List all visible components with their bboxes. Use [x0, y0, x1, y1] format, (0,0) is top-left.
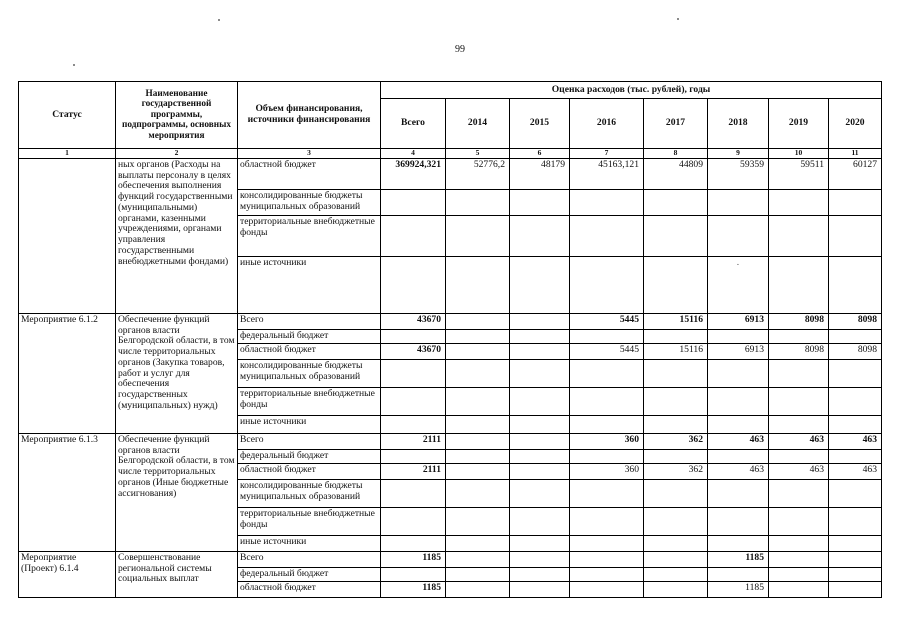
value-cell: 6913 — [708, 344, 769, 360]
value-cell: 1185 — [708, 552, 769, 568]
value-cell — [510, 582, 570, 598]
source-label: территориальные внебюджетные фонды — [238, 388, 381, 416]
column-number-row — [19, 149, 882, 159]
value-cell: 52776,2 — [446, 159, 510, 190]
source-label: областной бюджет — [238, 344, 381, 360]
source-label: консолидированные бюджеты муниципальных образований — [238, 480, 381, 508]
value-cell: 362 — [644, 464, 708, 480]
scan-speck — [218, 19, 220, 21]
value-cell: 1185 — [381, 582, 446, 598]
status-cell — [19, 159, 116, 314]
header-year: 2017 — [644, 99, 708, 149]
header-year: 2015 — [510, 99, 570, 149]
value-cell: 15116 — [644, 314, 708, 330]
value-cell — [829, 582, 882, 598]
value-cell — [510, 344, 570, 360]
budget-table — [18, 81, 882, 598]
source-label: Всего — [238, 314, 381, 330]
header-source: Объем финансирования, источники финансирования — [238, 82, 381, 149]
value-cell — [446, 434, 510, 450]
source-label: иные источники — [238, 536, 381, 552]
col-number: 4 — [381, 149, 446, 159]
value-cell: 48179 — [510, 159, 570, 190]
value-cell: 15116 — [644, 344, 708, 360]
value-cell: 463 — [829, 434, 882, 450]
value-cell — [446, 464, 510, 480]
scan-speck — [73, 64, 75, 66]
value-cell — [446, 314, 510, 330]
value-cell: 6913 — [708, 314, 769, 330]
value-cell: 463 — [769, 434, 829, 450]
value-cell — [829, 552, 882, 568]
col-number: 6 — [510, 149, 570, 159]
value-cell — [510, 434, 570, 450]
dot-mark: . — [708, 257, 769, 314]
value-cell: 369924,321 — [381, 159, 446, 190]
col-number: 2 — [116, 149, 238, 159]
value-cell — [510, 552, 570, 568]
col-number: 9 — [708, 149, 769, 159]
value-cell: 8098 — [829, 314, 882, 330]
table-row — [19, 159, 882, 190]
col-number: 1 — [19, 149, 116, 159]
header-estimate: Оценка расходов (тыс. рублей), годы — [381, 82, 882, 99]
value-cell: 45163,121 — [570, 159, 644, 190]
header-year: 2016 — [570, 99, 644, 149]
value-cell: 360 — [570, 464, 644, 480]
value-cell: 43670 — [381, 344, 446, 360]
source-label: иные источники — [238, 257, 381, 314]
header-year: 2018 — [708, 99, 769, 149]
value-cell — [769, 582, 829, 598]
source-label: областной бюджет — [238, 582, 381, 598]
col-number: 11 — [829, 149, 882, 159]
col-number: 5 — [446, 149, 510, 159]
value-cell: 2111 — [381, 464, 446, 480]
status-cell: Мероприятие 6.1.3 — [19, 434, 116, 552]
value-cell: 8098 — [769, 344, 829, 360]
header-year: 2020 — [829, 99, 882, 149]
value-cell — [510, 314, 570, 330]
value-cell — [769, 552, 829, 568]
measure-name-cell: ных органов (Расходы на выплаты персоналу в целях обеспечения выполнения функций государственными (муниципальными) органами, казенными учреждениями, органами управления государственными внебюджетными фондами) — [116, 159, 238, 314]
source-label: территориальные внебюджетные фонды — [238, 508, 381, 536]
status-cell: Мероприятие 6.1.2 — [19, 314, 116, 434]
header-row-top — [19, 82, 882, 99]
measure-name-cell: Совершенствование региональной системы социальных выплат — [116, 552, 238, 598]
value-cell — [644, 552, 708, 568]
col-number: 7 — [570, 149, 644, 159]
scan-speck — [677, 18, 679, 20]
source-label: Всего — [238, 434, 381, 450]
source-label: консолидированные бюджеты муниципальных образований — [238, 360, 381, 388]
source-label: областной бюджет — [238, 159, 381, 190]
value-cell: 360 — [570, 434, 644, 450]
value-cell: 1185 — [381, 552, 446, 568]
value-cell: 44809 — [644, 159, 708, 190]
source-label: федеральный бюджет — [238, 568, 381, 582]
page-number: 99 — [455, 44, 465, 55]
status-cell: Мероприятие (Проект) 6.1.4 — [19, 552, 116, 598]
value-cell — [570, 582, 644, 598]
table-row — [19, 434, 882, 450]
table-row — [19, 552, 882, 568]
measure-name-cell: Обеспечение функций органов власти Белгородской области, в том числе территориальных органов (Закупка товаров, работ и услуг для обеспечения государственных (муниципальных) нужд) — [116, 314, 238, 434]
value-cell: 2111 — [381, 434, 446, 450]
value-cell: 5445 — [570, 344, 644, 360]
value-cell — [570, 552, 644, 568]
value-cell — [446, 344, 510, 360]
value-cell: 1185 — [708, 582, 769, 598]
source-label: федеральный бюджет — [238, 450, 381, 464]
value-cell: 59511 — [769, 159, 829, 190]
source-label: федеральный бюджет — [238, 330, 381, 344]
header-name: Наименование государственной программы, подпрограммы, основных мероприятия — [116, 82, 238, 149]
table-row — [19, 314, 882, 330]
source-label: Всего — [238, 552, 381, 568]
source-label: иные источники — [238, 416, 381, 434]
value-cell: 8098 — [829, 344, 882, 360]
value-cell: 43670 — [381, 314, 446, 330]
col-number: 10 — [769, 149, 829, 159]
value-cell — [644, 582, 708, 598]
value-cell — [510, 464, 570, 480]
source-label: областной бюджет — [238, 464, 381, 480]
value-cell: 59359 — [708, 159, 769, 190]
header-status: Статус — [19, 82, 116, 149]
value-cell — [446, 582, 510, 598]
header-total: Всего — [381, 99, 446, 149]
value-cell — [446, 552, 510, 568]
header-year: 2019 — [769, 99, 829, 149]
value-cell: 362 — [644, 434, 708, 450]
value-cell: 463 — [829, 464, 882, 480]
measure-name-cell: Обеспечение функций органов власти Белгородской области, в том числе территориальных органов (Иные бюджетные ассигнования) — [116, 434, 238, 552]
value-cell: 463 — [708, 464, 769, 480]
value-cell: 8098 — [769, 314, 829, 330]
value-cell: 60127 — [829, 159, 882, 190]
col-number: 3 — [238, 149, 381, 159]
header-year: 2014 — [446, 99, 510, 149]
source-label: консолидированные бюджеты муниципальных образований — [238, 190, 381, 216]
col-number: 8 — [644, 149, 708, 159]
value-cell: 5445 — [570, 314, 644, 330]
source-label: территориальные внебюджетные фонды — [238, 216, 381, 257]
value-cell: 463 — [708, 434, 769, 450]
value-cell: 463 — [769, 464, 829, 480]
